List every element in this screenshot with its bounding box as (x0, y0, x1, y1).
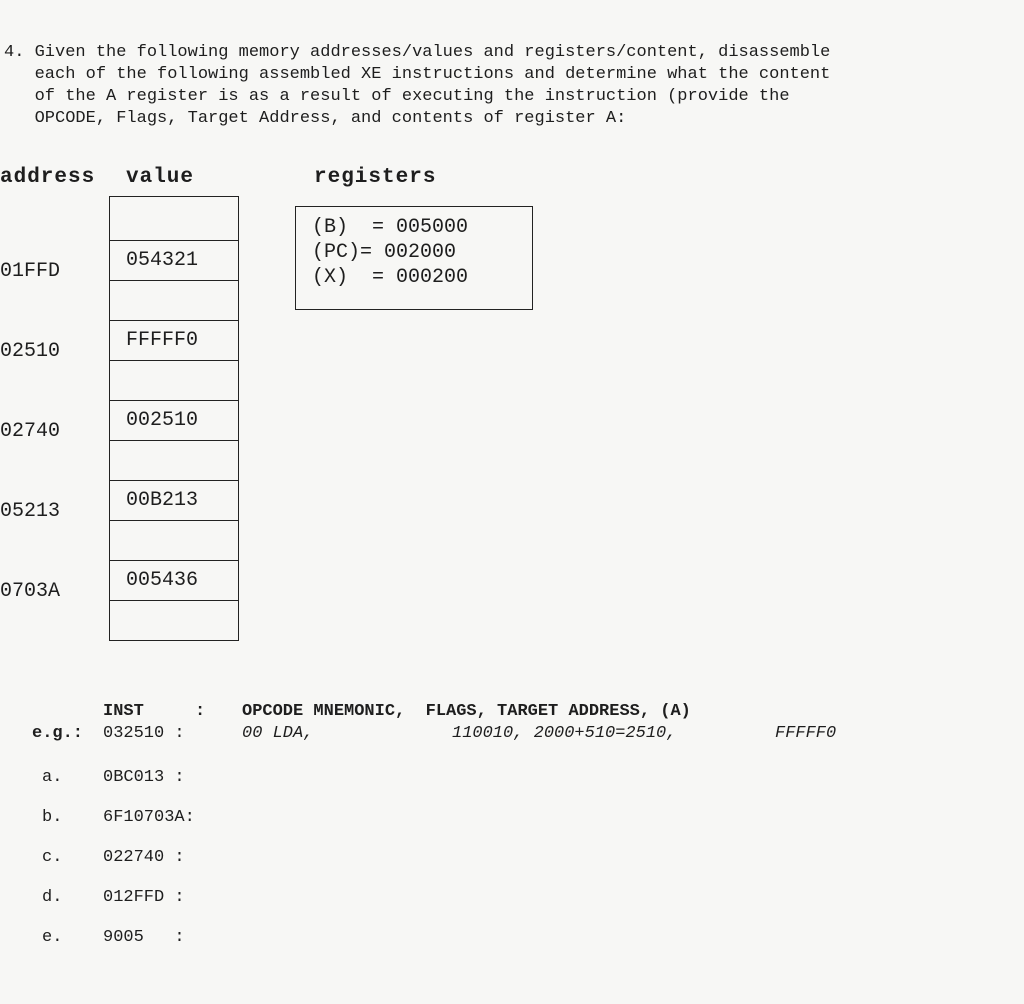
table-header-cols: OPCODE MNEMONIC, FLAGS, TARGET ADDRESS, (A) (242, 702, 691, 721)
question-line-3: of the A register is as a result of executing the instruction (provide the (4, 87, 790, 106)
registers-box (295, 206, 533, 310)
item-inst: 012FFD : (103, 888, 185, 907)
item-label: d. (42, 888, 63, 907)
memory-address: 0703A (0, 580, 61, 603)
memory-cell: 002510 (110, 401, 238, 441)
item-label: e. (42, 928, 63, 947)
memory-cell (110, 281, 238, 321)
memory-cell: 00B213 (110, 481, 238, 521)
question-line-4: OPCODE, Flags, Target Address, and contents of register A: (4, 109, 627, 128)
question-line-1: 4. Given the following memory addresses/values and registers/content, disassemble (4, 43, 831, 62)
memory-cell (110, 441, 238, 481)
value-header: value (126, 166, 195, 189)
address-header: address (0, 166, 96, 189)
registers-header: registers (314, 166, 437, 189)
memory-address: 01FFD (0, 260, 61, 283)
memory-address: 05213 (0, 500, 61, 523)
register-b: (B) = 005000 (312, 216, 469, 239)
table-header-inst: INST (103, 702, 144, 721)
item-inst: 0BC013 : (103, 768, 185, 787)
question-line-2: each of the following assembled XE instructions and determine what the content (4, 65, 831, 84)
example-label: e.g.: (32, 724, 84, 743)
memory-cell: FFFFF0 (110, 321, 238, 361)
memory-address: 02740 (0, 420, 61, 443)
item-label: b. (42, 808, 63, 827)
example-a: FFFFF0 (775, 724, 837, 743)
item-inst: 6F10703A: (103, 808, 195, 827)
example-inst: 032510 : (103, 724, 185, 743)
item-inst: 9005 : (103, 928, 185, 947)
memory-cell: 054321 (110, 241, 238, 281)
memory-cell: 005436 (110, 561, 238, 601)
memory-cell (110, 521, 238, 561)
item-label: c. (42, 848, 63, 867)
register-x: (X) = 000200 (312, 266, 469, 289)
item-inst: 022740 : (103, 848, 185, 867)
memory-cell (110, 601, 238, 641)
example-flags-ta: 110010, 2000+510=2510, (452, 724, 677, 743)
memory-address: 02510 (0, 340, 61, 363)
register-pc: (PC)= 002000 (312, 241, 457, 264)
memory-column (109, 196, 239, 641)
memory-cell (110, 197, 238, 241)
memory-cell (110, 361, 238, 401)
item-label: a. (42, 768, 63, 787)
example-opcode: 00 LDA, (242, 724, 314, 743)
table-header-sep: : (195, 702, 206, 721)
